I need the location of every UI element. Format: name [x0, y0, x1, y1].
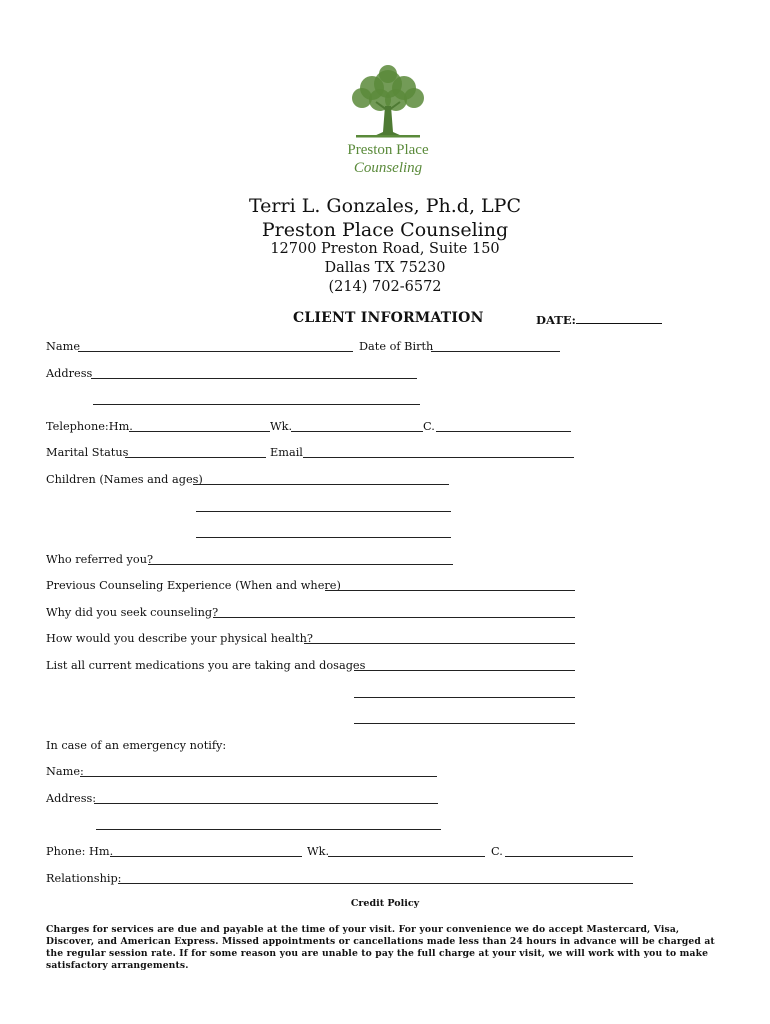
date-label: DATE:: [536, 313, 576, 327]
emergency-c-label: C.: [491, 845, 503, 858]
telephone-label: Telephone:Hm.: [46, 420, 133, 433]
name-label: Name: [46, 340, 81, 353]
date-blank[interactable]: [576, 313, 662, 324]
credit-policy-text: Charges for services are due and payable at the time of your visit. For your convenience we do accept Mastercard, Visa, Discover, and American Express. Missed appointments or cancellations made less than 24 hours in advance will be charged at the regular session rate. If for some reason you are unable to pay the full charge at your visit, we will work with you to make satisfactory arrangements.: [46, 924, 715, 971]
referred-field[interactable]: [148, 564, 453, 565]
previous-counseling-label: Previous Counseling Experience (When and where): [46, 579, 341, 592]
emergency-address-label: Address:: [46, 792, 97, 805]
emergency-heading: In case of an emergency notify:: [46, 739, 227, 752]
credit-policy-title: Credit Policy: [350, 898, 420, 909]
logo-text-line1: Preston Place: [347, 142, 429, 158]
children-label: Children (Names and ages): [46, 473, 203, 486]
referred-label: Who referred you?: [46, 553, 154, 566]
children-field-line3[interactable]: [196, 537, 451, 538]
street-address: 12700 Preston Road, Suite 150: [270, 241, 500, 257]
emergency-name-label: Name:: [46, 765, 84, 778]
city-address: Dallas TX 75230: [324, 260, 446, 276]
relationship-label: Relationship:: [46, 872, 122, 885]
dob-field[interactable]: [431, 351, 560, 352]
address-field[interactable]: [91, 378, 417, 379]
date-field[interactable]: [536, 313, 662, 327]
practitioner-name: Terri L. Gonzales, Ph.d, LPC: [248, 195, 521, 217]
preston-place-logo: [338, 62, 438, 184]
emergency-name-field[interactable]: [80, 776, 437, 777]
medications-field[interactable]: [354, 670, 575, 671]
telephone-home-field[interactable]: [129, 431, 270, 432]
children-field[interactable]: [193, 484, 449, 485]
medications-field-line2[interactable]: [354, 697, 575, 698]
dob-label: Date of Birth: [359, 340, 434, 353]
emergency-wk-label: Wk.: [307, 845, 330, 858]
previous-counseling-field[interactable]: [325, 590, 575, 591]
medications-field-line3[interactable]: [354, 723, 575, 724]
physical-health-field[interactable]: [304, 643, 575, 644]
emergency-phone-work-field[interactable]: [328, 856, 485, 857]
name-field[interactable]: [78, 351, 353, 352]
physical-health-label: How would you describe your physical health?: [46, 632, 313, 645]
telephone-c-label: C.: [423, 420, 435, 433]
marital-status-label: Marital Status: [46, 446, 129, 459]
emergency-address-field-line2[interactable]: [96, 829, 441, 830]
emergency-phone-home-field[interactable]: [110, 856, 302, 857]
marital-status-field[interactable]: [125, 457, 266, 458]
practice-name: Preston Place Counseling: [261, 219, 509, 241]
medications-label: List all current medications you are taking and dosages: [46, 659, 366, 672]
practice-phone: (214) 702-6572: [328, 279, 442, 295]
relationship-field[interactable]: [118, 883, 633, 884]
why-counseling-field[interactable]: [213, 617, 575, 618]
emergency-phone-label: Phone: Hm.: [46, 845, 114, 858]
email-field[interactable]: [303, 457, 574, 458]
telephone-wk-label: Wk.: [270, 420, 293, 433]
address-field-line2[interactable]: [93, 404, 420, 405]
emergency-address-field[interactable]: [94, 803, 438, 804]
emergency-phone-cell-field[interactable]: [505, 856, 633, 857]
logo-text-line2: Counseling: [353, 160, 423, 176]
address-label: Address: [46, 367, 93, 380]
form-title: CLIENT INFORMATION: [293, 310, 484, 326]
tree-icon: [352, 65, 424, 138]
children-field-line2[interactable]: [196, 511, 451, 512]
email-label: Email: [270, 446, 303, 459]
why-counseling-label: Why did you seek counseling?: [46, 606, 219, 619]
telephone-work-field[interactable]: [291, 431, 423, 432]
telephone-cell-field[interactable]: [436, 431, 571, 432]
